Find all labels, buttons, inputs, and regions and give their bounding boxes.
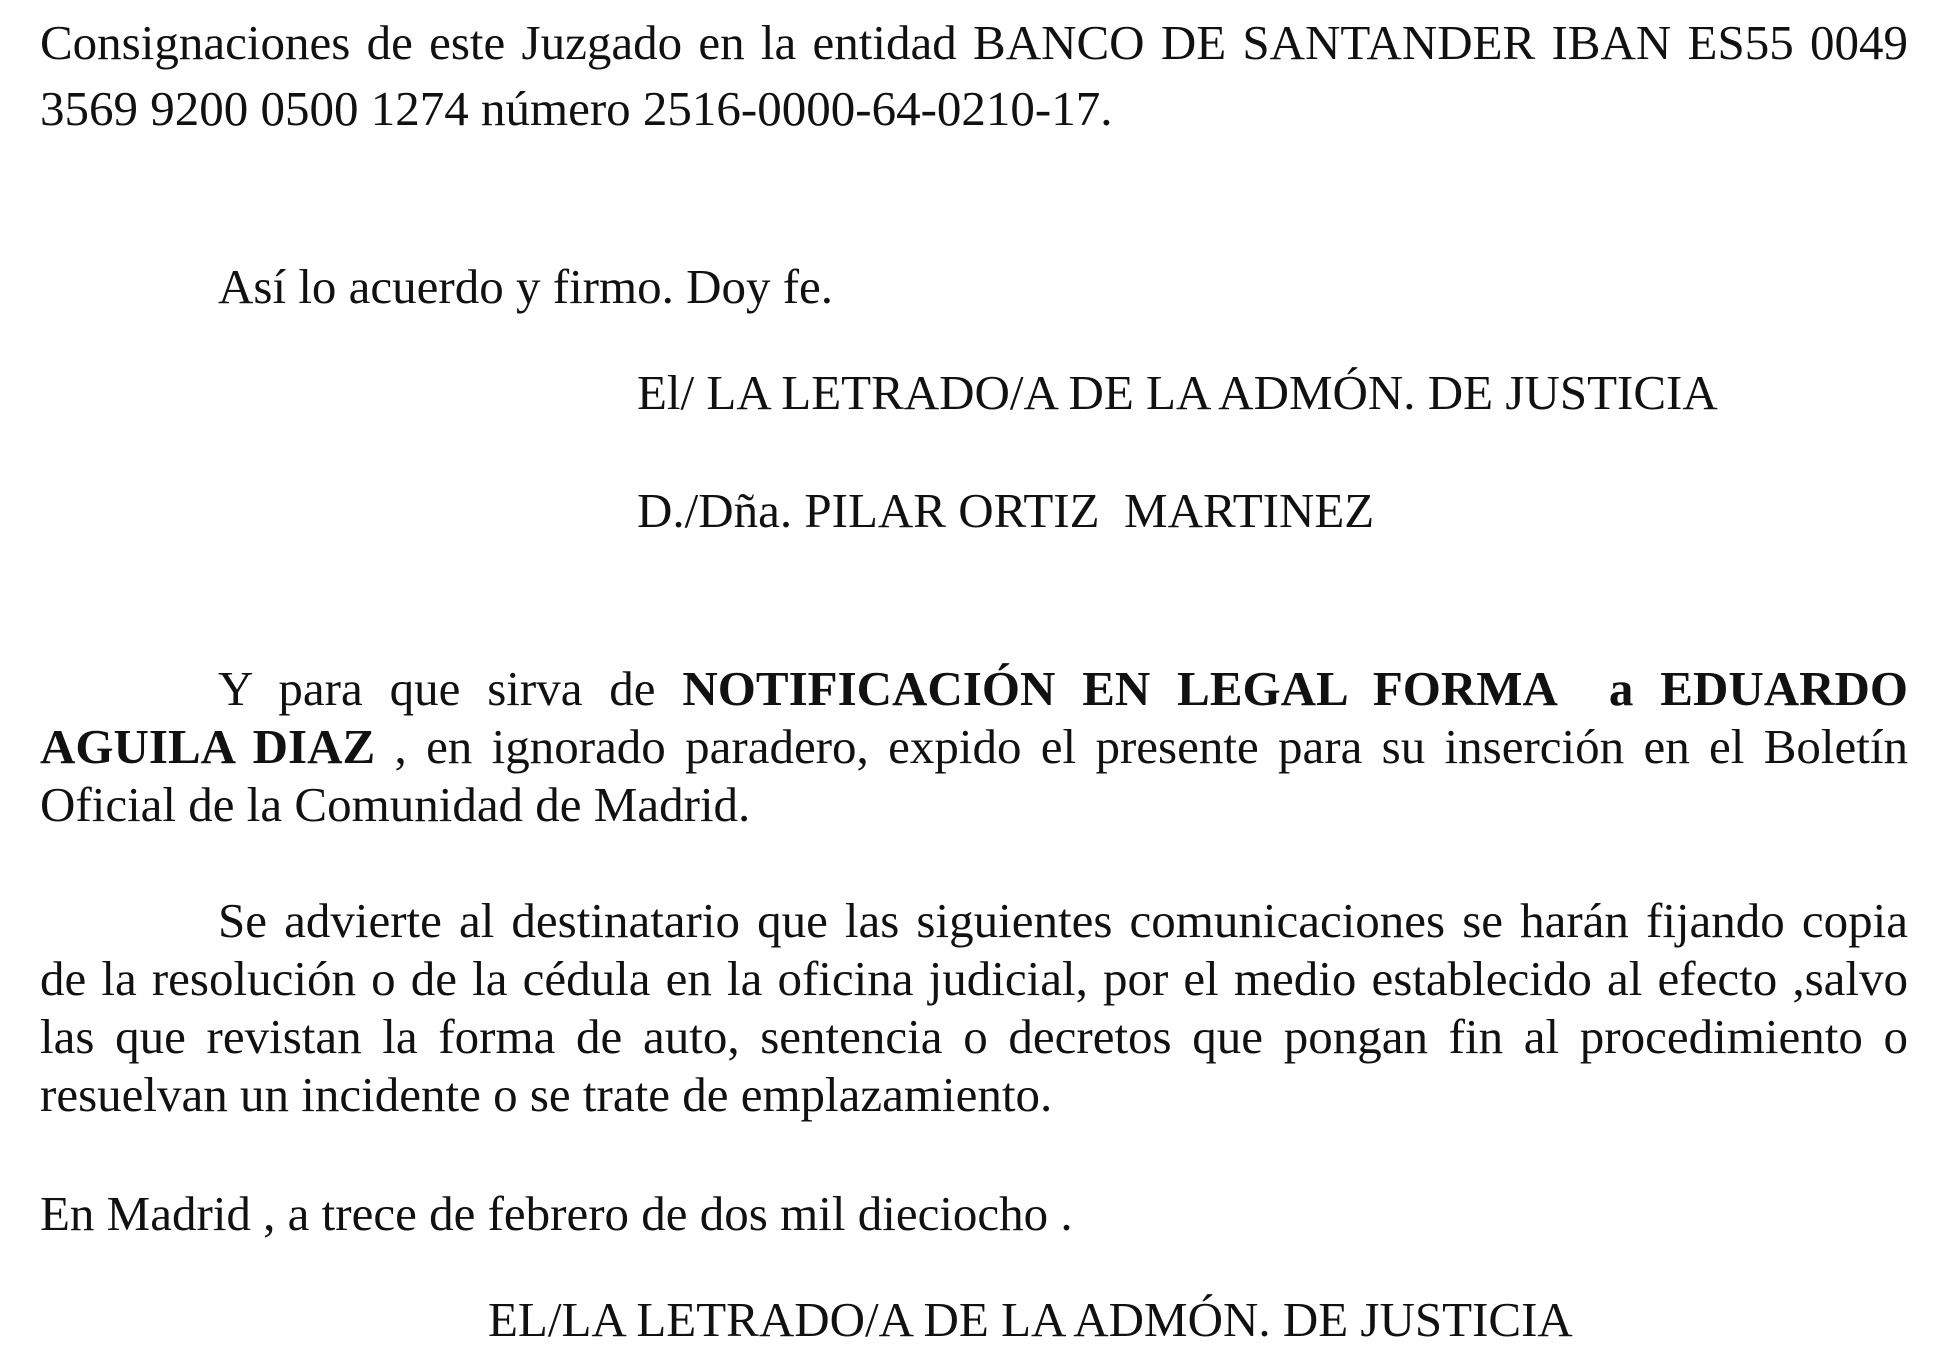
notificacion-line-3: Oficial de la Comunidad de Madrid.: [40, 777, 751, 832]
notificacion-line-1: [218, 660, 1908, 718]
consignaciones-line-2: 3569 9200 0500 1274 número 2516-0000-64-0210-17.: [40, 81, 1113, 136]
advertencia-line-4: resuelvan un incidente o se trate de emplazamiento.: [40, 1067, 1053, 1122]
signature-2-title: EL/LA LETRADO/A DE LA ADMÓN. DE JUSTICIA: [488, 1292, 1573, 1347]
advertencia-line-1: Se advierte al destinatario que las siguientes comunicaciones se harán fijando copia: [218, 893, 1908, 948]
advertencia-line-2: de la resolución o de la cédula en la oficina judicial, por el medio establecido al efecto ,salvo: [40, 951, 1908, 1006]
acuerdo-line: Así lo acuerdo y firmo. Doy fe.: [218, 259, 834, 314]
notificacion-recipient-name: AGUILA DIAZ: [40, 719, 376, 774]
advertencia-line-3: las que revistan la forma de auto, sentencia o decretos que pongan fin al procedimiento o: [40, 1009, 1908, 1064]
notificacion-line-1-text: Y para que sirva de: [218, 661, 683, 716]
notificacion-line-1-bold: NOTIFICACIÓN EN LEGAL FORMA a EDUARDO: [682, 661, 1908, 716]
consignaciones-line-1: Consignaciones de este Juzgado en la entidad BANCO DE SANTANDER IBAN ES55 0049: [40, 15, 1908, 70]
notificacion-line-2-text: , en ignorado paradero, expido el presente para su inserción en el Boletín: [375, 719, 1908, 774]
fecha-line: En Madrid , a trece de febrero de dos mil dieciocho .: [40, 1186, 1073, 1241]
notificacion-line-2: [40, 718, 1908, 776]
signature-1-title: El/ LA LETRADO/A DE LA ADMÓN. DE JUSTICIA: [637, 365, 1718, 420]
signature-1-name: D./Dña. PILAR ORTIZ MARTINEZ: [637, 483, 1375, 538]
